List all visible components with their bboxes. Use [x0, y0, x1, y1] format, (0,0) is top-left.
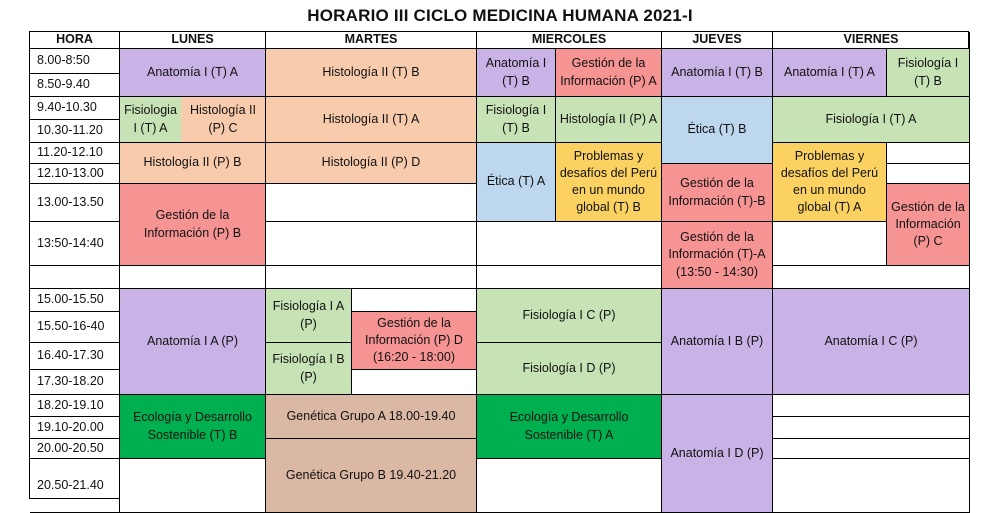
header-martes: MARTES	[266, 32, 477, 49]
class-block: Gestión de la Información (T)-B	[662, 164, 773, 222]
empty-cell	[773, 417, 970, 439]
class-block: Fisiología I A (P)	[266, 289, 352, 343]
hour-cell: 11.20-12.10	[30, 143, 120, 164]
class-block: Histología II (P) A	[556, 97, 662, 143]
empty-cell	[773, 266, 970, 289]
empty-cell	[773, 222, 887, 266]
empty-cell	[352, 289, 477, 312]
class-block: Histología II (T) A	[266, 97, 477, 143]
hour-cell: 19.10-20.00	[30, 417, 120, 439]
header-lunes: LUNES	[120, 32, 266, 49]
class-block: Fisiología I (T) A	[773, 97, 970, 143]
empty-cell	[887, 164, 970, 184]
class-block: Anatomía I (T) B	[477, 49, 556, 97]
class-block: Genética Grupo B 19.40-21.20	[266, 439, 477, 513]
class-block: Ética (T) B	[662, 97, 773, 164]
class-block: Gestión de la Información (P) C	[887, 184, 970, 266]
hour-cell: 16.40-17.30	[30, 343, 120, 370]
hour-cell: 9.40-10.30	[30, 97, 120, 120]
hour-cell: 15.00-15.50	[30, 289, 120, 312]
class-block: Problemas y desafíos del Perú en un mundo global (T) A	[773, 143, 887, 222]
hour-cell: 20.00-20.50	[30, 439, 120, 459]
hour-cell: 10.30-11.20	[30, 120, 120, 143]
page-title: HORARIO III CICLO MEDICINA HUMANA 2021-I	[307, 6, 693, 25]
class-block: Anatomía I D (P)	[662, 395, 773, 513]
class-block: Fisiología I (T) B	[477, 97, 556, 143]
header-miercoles: MIERCOLES	[477, 32, 662, 49]
class-block: Fisiología I (T) B	[887, 49, 970, 97]
empty-cell	[477, 222, 662, 266]
class-block: Histología II (P) C	[181, 97, 266, 143]
class-block: Anatomía I (T) A	[120, 49, 266, 97]
class-block: Gestión de la Información (P) A	[556, 49, 662, 97]
class-block: Fisiología I B (P)	[266, 343, 352, 395]
empty-cell	[352, 370, 477, 395]
hour-cell: 13.00-13.50	[30, 184, 120, 222]
hour-cell: 8.50-9.40	[30, 74, 120, 97]
hour-cell-empty	[30, 266, 120, 289]
class-block: Problemas y desafíos del Perú en un mundo global (T) B	[556, 143, 662, 222]
class-block: Anatomía I B (P)	[662, 289, 773, 395]
header-jueves: JUEVES	[662, 32, 773, 49]
hour-cell: 8.00-8:50	[30, 49, 120, 74]
empty-cell	[266, 184, 477, 222]
empty-cell	[887, 143, 970, 164]
class-block: Anatomía I (T) B	[662, 49, 773, 97]
class-block: Fisiología I D (P)	[477, 343, 662, 395]
empty-cell	[773, 439, 970, 459]
header-hora: HORA	[30, 32, 120, 49]
class-block: Ecología y Desarrollo Sostenible (T) A	[477, 395, 662, 459]
empty-cell	[773, 395, 970, 417]
class-block: Anatomía I (T) A	[773, 49, 887, 97]
class-block: Ecología y Desarrollo Sostenible (T) B	[120, 395, 266, 459]
class-block: Histología II (T) B	[266, 49, 477, 97]
class-block: Fisiología I C (P)	[477, 289, 662, 343]
class-block: Gestión de la Información (P) D (16:20 - 18:00)	[352, 312, 477, 370]
hour-cell: 20.50-21.40	[30, 459, 120, 513]
empty-cell	[773, 459, 970, 513]
class-block: Histología II (P) B	[120, 143, 266, 184]
schedule-table	[29, 31, 969, 499]
class-block: Ética (T) A	[477, 143, 556, 222]
header-viernes: VIERNES	[773, 32, 970, 49]
hour-cell: 17.30-18.20	[30, 370, 120, 395]
class-block: Histología II (P) D	[266, 143, 477, 184]
hour-cell: 12.10-13.00	[30, 164, 120, 184]
hour-cell: 18.20-19.10	[30, 395, 120, 417]
class-block: Gestión de la Información (P) B	[120, 184, 266, 266]
class-block: Anatomía I A (P)	[120, 289, 266, 395]
empty-cell	[120, 459, 266, 513]
class-block: Anatomía I C (P)	[773, 289, 970, 395]
hour-cell: 13:50-14:40	[30, 222, 120, 266]
empty-cell	[477, 266, 662, 289]
empty-cell	[477, 459, 662, 513]
class-block: Fisiologia I (T) A	[120, 97, 182, 143]
class-block: Gestión de la Información (T)-A (13:50 - 14:30)	[662, 222, 773, 289]
class-block: Genética Grupo A 18.00-19.40	[266, 395, 477, 439]
empty-cell	[266, 222, 477, 266]
hour-cell: 15.50-16-40	[30, 312, 120, 343]
empty-cell	[120, 266, 266, 289]
empty-cell	[266, 266, 477, 289]
